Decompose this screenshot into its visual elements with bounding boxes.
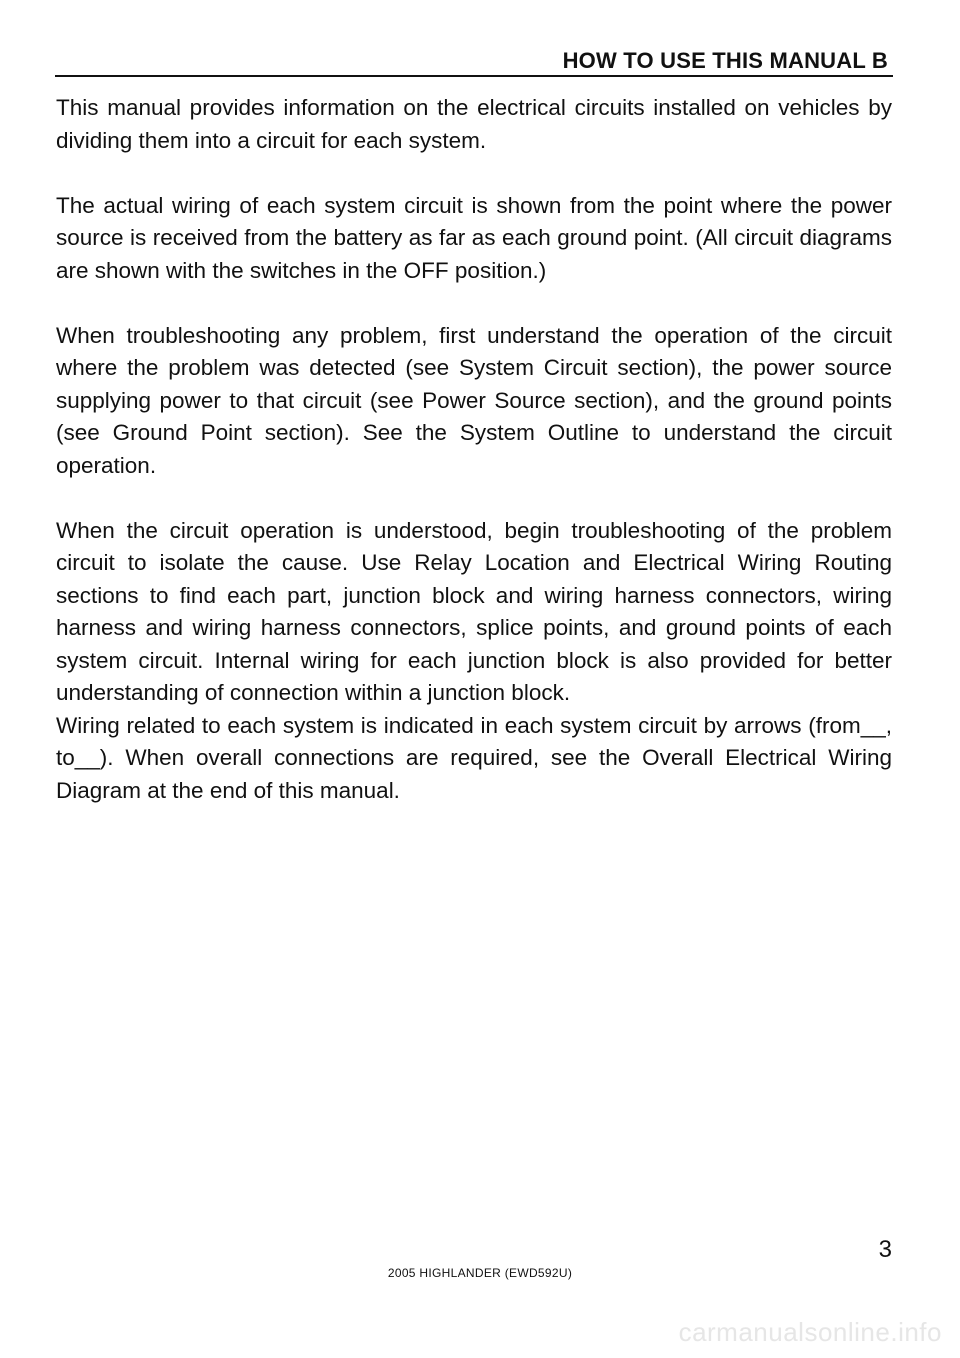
- paragraph-wiring: The actual wiring of each system circuit is shown from the point where the power source is received from the battery as far as each ground point. (All circuit diagrams are shown with the switches in the OFF position.): [56, 192, 892, 283]
- manual-body: [56, 92, 892, 807]
- header-rule: [55, 75, 893, 77]
- watermark: carmanualsonline.info: [678, 1317, 942, 1347]
- paragraph-arrows: Wiring related to each system is indicated in each system circuit by arrows (from__, to__). When overall connections are required, see the Overall Electrical Wiring Diagram at the end of this manual.: [56, 712, 892, 803]
- paragraph-circuit-operation: When the circuit operation is understood, begin troubleshooting of the problem circuit to isolate the cause. Use Relay Location and Electrical Wiring Routing sections to find each part, junction block and wiring harness connectors, wiring harness and wiring harness connectors, splice points, and ground points of each system circuit. Internal wiring for each junction block is also provided for better understanding of connection within a junction block.: [56, 517, 892, 705]
- paragraph-troubleshooting: When troubleshooting any problem, first understand the operation of the circuit where the problem was detected (see System Circuit section), the power source supplying power to that circuit (see Power Source section), and the ground points (see Ground Point section). See the System Outline to understand the circuit operation.: [56, 322, 892, 478]
- page-header-title: HOW TO USE THIS MANUAL B: [562, 48, 888, 73]
- footer-model: 2005 HIGHLANDER (EWD592U): [387, 1266, 573, 1280]
- paragraph-intro: This manual provides information on the electrical circuits installed on vehicles by dividing them into a circuit for each system.: [56, 95, 892, 153]
- page-number: 3: [878, 1236, 892, 1263]
